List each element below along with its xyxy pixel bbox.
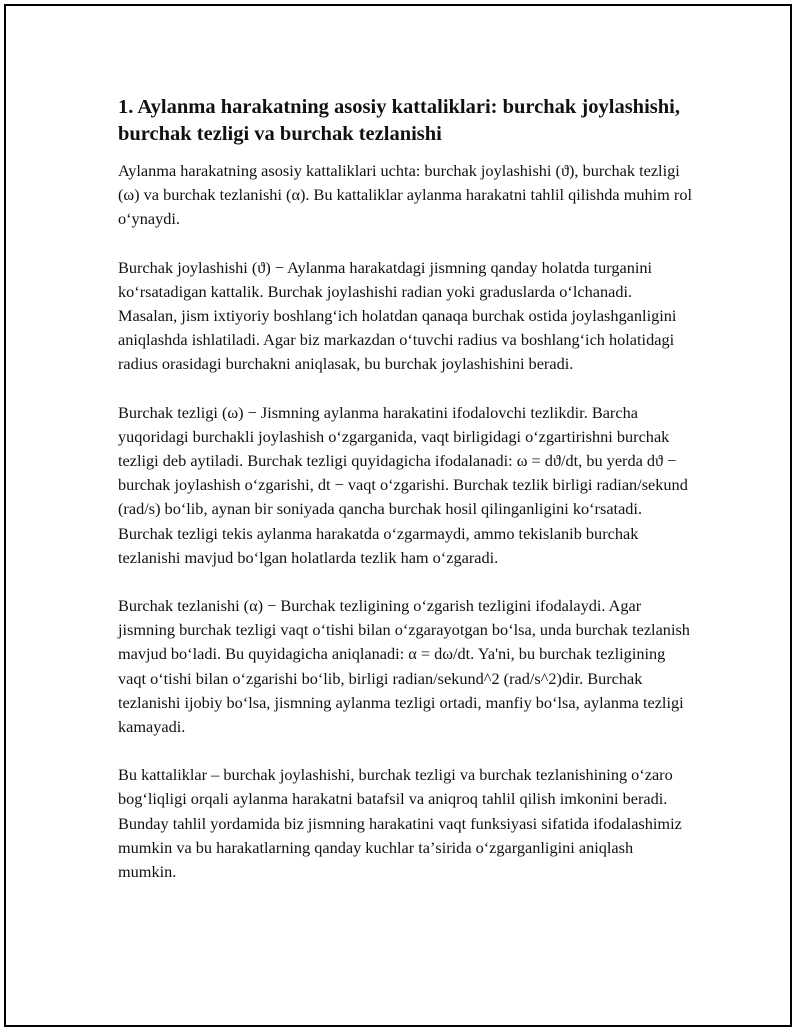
paragraph-angular-acceleration: Burchak tezlanishi (α) − Burchak tezligining oʻzgarish tezligini ifodalaydi. Agar jismning burchak tezligi vaqt oʻtishi bilan oʻzgarayotgan boʻlsa, unda burchak tezlanish mavjud boʻladi. Bu quyidagicha aniqlanadi: α = dω/dt. Ya'ni, bu burchak tezligining vaqt oʻtishi bilan oʻzgarishi boʻlib, birligi radian/sekund^2 (rad/s^2)dir. Burchak tezlanishi ijobiy boʻlsa, jismning aylanma tezligi ortadi, manfiy boʻlsa, aylanma tezligi kamayadi. — [118, 596, 690, 737]
paragraph-angular-velocity: Burchak tezligi (ω) − Jismning aylanma harakatini ifodalovchi tezlikdir. Barcha yuqoridagi burchakli joylashish oʻzgarganida, vaqt birligidagi oʻzgartirishni burchak tezligi deb aytiladi. Burchak tezligi quyidagicha ifodalanadi: ω = dϑ/dt, bu yerda dϑ − burchak joylashish oʻzgarishi, dt − vaqt oʻzgarishi. Burchak tezlik birligi radian/sekund (rad/s) boʻlib, aynan bir soniyada qancha burchak hosil qilinganligini koʻrsatadi. Burchak tezligi tekis aylanma harakatda oʻzgarmaydi, ammo tekislanib burchak tezlanishi mavjud boʻlgan holatlarda tezlik ham oʻzgaradi. — [118, 402, 688, 567]
paragraph-intro: Aylanma harakatning asosiy kattaliklari uchta: burchak joylashishi (ϑ), burchak tezligi (ω) va burchak tezlanishi (α). Bu kattaliklar aylanma harakatni tahlil qilishda muhim rol oʻynaydi. — [118, 161, 692, 229]
paragraph-angular-position: Burchak joylashishi (ϑ) − Aylanma harakatdagi jismning qanday holatda turganini koʻrsatadigan kattalik. Burchak joylashishi radian yoki graduslarda oʻlchanadi. Masalan, jism ixtiyoriy boshlangʻich holatdan qanaqa burchak ostida joylashganligini aniqlashda ishlatiladi. Agar biz markazdan oʻtuvchi radius va boshlangʻich holatidagi radius orasidagi burchakni aniqlasak, bu burchak joylashishini beradi. — [118, 257, 677, 374]
document-body — [118, 94, 693, 908]
paragraph-conclusion: Bu kattaliklar – burchak joylashishi, burchak tezligi va burchak tezlanishining oʻzaro bogʻliqligi orqali aylanma harakatni batafsil va aniqroq tahlil qilish imkonini beradi. Bunday tahlil yordamida biz jismning harakatini vaqt funksiyasi sifatida ifodalashimiz mumkin va bu harakatlarning qanday kuchlar taʼsirida oʻzgarganligini aniqlash mumkin. — [118, 765, 682, 882]
section-heading: 1. Aylanma harakatning asosiy kattaliklari: burchak joylashishi, burchak tezligi va burchak tezlanishi — [118, 96, 680, 145]
